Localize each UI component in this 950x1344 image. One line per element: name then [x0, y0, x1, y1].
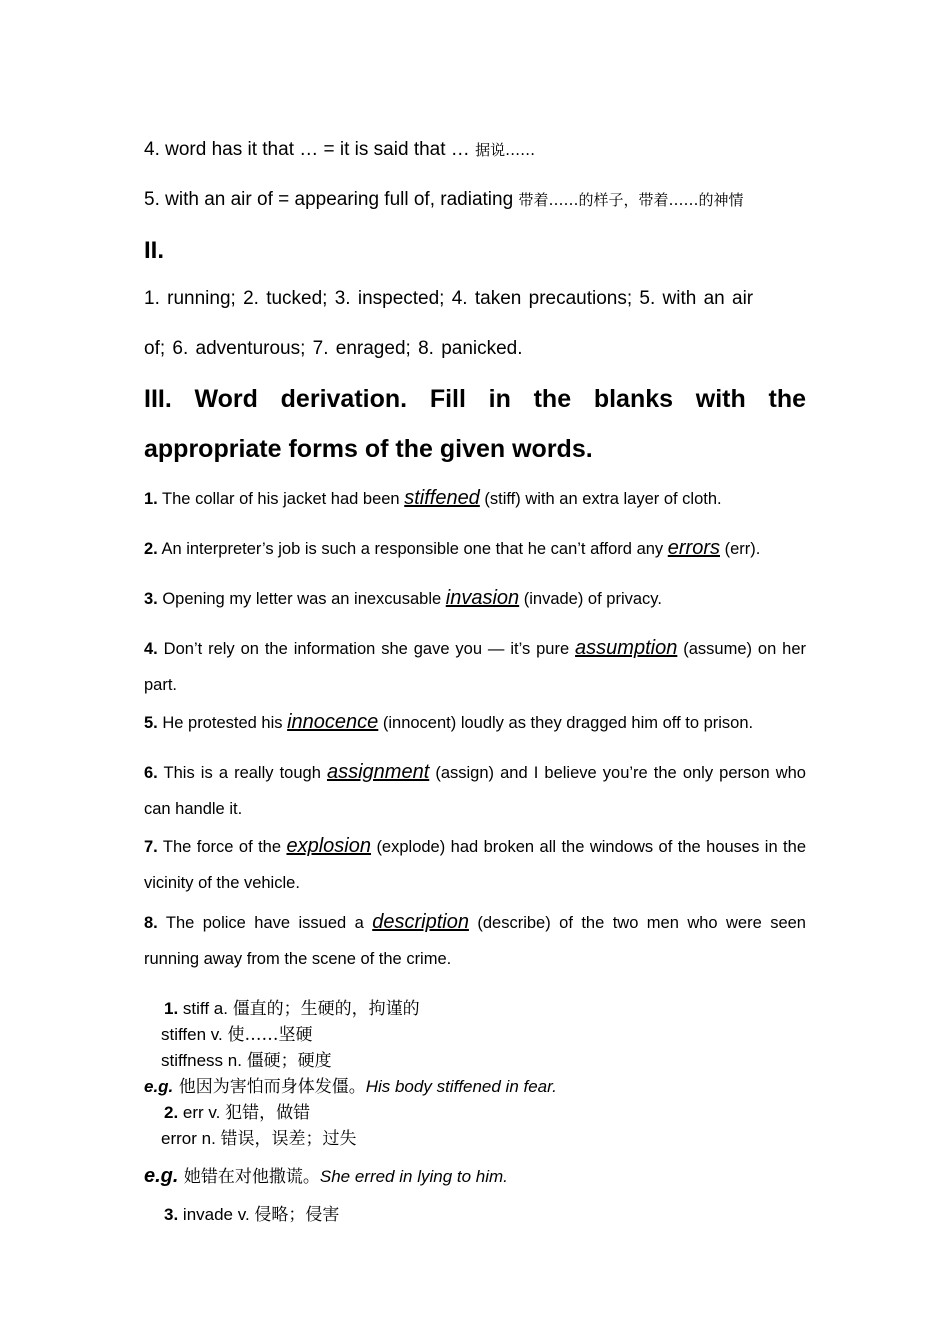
phrase-item-4 [144, 138, 806, 162]
phrase-item-5 [144, 188, 806, 212]
question-item: 7. The force of the explosion (explode) had broken all the windows of the houses in the vicinity of the vehicle. [144, 835, 806, 892]
answer-blank: invasion [445, 587, 520, 609]
phrase-english: 5. with an air of = appearing full of, radiating [144, 189, 514, 210]
answer-line: of; 6. adventurous; 7. enraged; 8. panicked. [144, 338, 523, 359]
answer-blank: innocence [287, 711, 379, 733]
phrase-english: 4. word has it that … = it is said that … [144, 139, 470, 160]
phrase-chinese: 带着……的样子，带着……的神情 [518, 191, 744, 209]
note-entry: 2. err v. 犯错，做错 [164, 1103, 311, 1123]
question-item: 3. Opening my letter was an inexcusable invasion (invade) of privacy. [144, 587, 662, 609]
answer-blank: assignment [326, 761, 430, 783]
answer-line: 1. running; 2. tucked; 3. inspected; 4. taken precautions; 5. with an air [144, 288, 754, 309]
note-entry: 3. invade v. 侵略；侵害 [164, 1205, 340, 1225]
question-item: 8. The police have issued a description (describe) of the two men who were seen running away from the scene of the crime. [144, 911, 806, 968]
example-sentence: e.g. 她错在对他撒谎。She erred in lying to him. [144, 1165, 508, 1187]
section-heading-ii: II. [144, 237, 165, 264]
answer-blank: errors [667, 537, 720, 559]
section-heading-iii: III. Word derivation. Fill in the blanks with the appropriate forms of the given words. [144, 385, 806, 463]
answer-blank: explosion [286, 835, 371, 857]
question-item: 1. The collar of his jacket had been stiffened (stiff) with an extra layer of cloth. [144, 487, 722, 509]
note-entry: error n. 错误，误差；过失 [161, 1129, 357, 1149]
note-entry: 1. stiff a. 僵直的；生硬的，拘谨的 [164, 999, 420, 1019]
question-item: 5. He protested his innocence (innocent) loudly as they dragged him off to prison. [144, 711, 754, 733]
question-item: 2. An interpreter’s job is such a responsible one that he can’t afford any errors (err). [144, 537, 761, 559]
example-sentence: e.g. 他因为害怕而身体发僵。His body stiffened in fear. [144, 1077, 557, 1097]
answer-blank: description [372, 911, 469, 933]
question-item: 4. Don’t rely on the information she gave you — it’s pure assumption (assume) on her part. [144, 637, 807, 694]
answer-blank: stiffened [404, 487, 480, 509]
note-entry: stiffness n. 僵硬；硬度 [161, 1051, 332, 1071]
answer-blank: assumption [575, 637, 678, 659]
note-entry: stiffen v. 使……坚硬 [161, 1025, 313, 1045]
question-item: 6. This is a really tough assignment (assign) and I believe you’re the only person who can handle it. [144, 761, 806, 818]
vocabulary-notes [144, 996, 806, 1228]
phrase-chinese: 据说…… [475, 141, 536, 159]
answer-key [144, 274, 806, 374]
